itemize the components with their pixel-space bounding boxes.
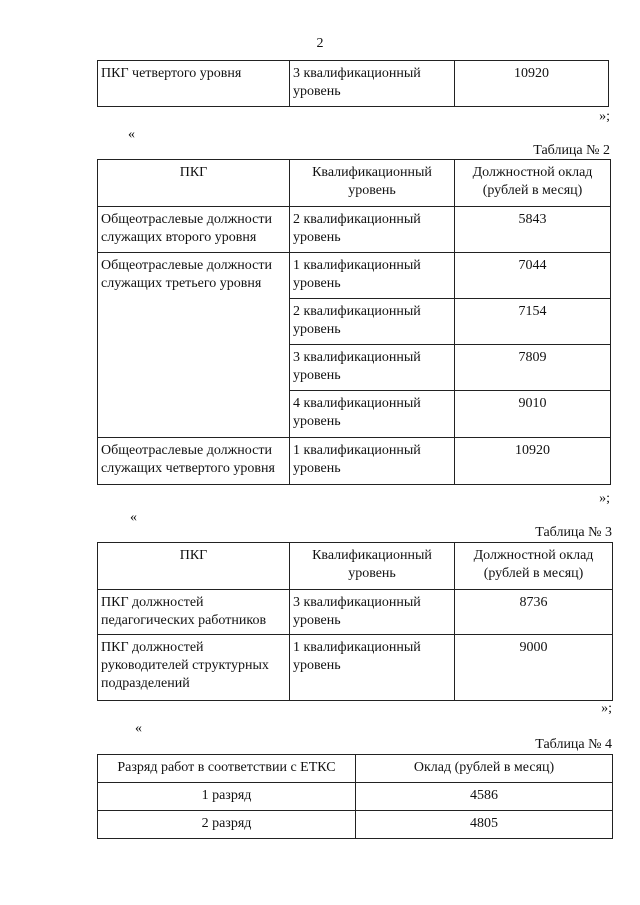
pkg-cell: Общеотраслевые должности служащих второго уровня (98, 207, 290, 253)
header-qualification-level: Квалификационный уровень (290, 543, 455, 590)
pkg-cell: Общеотраслевые должности служащих четвертого уровня (98, 438, 290, 485)
page-number: 2 (316, 36, 324, 51)
table-3 (97, 542, 613, 701)
header-salary: Оклад (рублей в месяц) (356, 755, 613, 783)
table-row (98, 61, 609, 107)
closing-quote-3: »; (601, 701, 612, 716)
pkg-cell: ПКГ должностей руководителей структурных подразделений (98, 635, 290, 701)
table-row (98, 253, 611, 299)
table-3-caption: Таблица № 3 (535, 525, 612, 540)
table-2 (97, 159, 611, 485)
qualification-level-cell: 1 квалификационный уровень (290, 635, 455, 701)
pkg-cell: ПКГ должностей педагогических работников (98, 590, 290, 635)
qualification-level-cell: 1 квалификационный уровень (290, 253, 455, 299)
salary-cell: 10920 (455, 61, 609, 107)
header-qualification-level: Квалификационный уровень (290, 160, 455, 207)
pkg-cell: Общеотраслевые должности служащих третьего уровня (98, 253, 290, 438)
table-header-row (98, 755, 613, 783)
header-salary: Должностной оклад (рублей в месяц) (455, 543, 613, 590)
closing-quote-2: »; (599, 491, 610, 506)
header-pkg: ПКГ (98, 160, 290, 207)
table-header-row (98, 543, 613, 590)
table-2-caption: Таблица № 2 (533, 143, 610, 158)
table-row (98, 783, 613, 811)
salary-cell: 7154 (455, 299, 611, 345)
table-1 (97, 60, 609, 107)
qualification-level-cell: 2 квалификационный уровень (290, 207, 455, 253)
header-pkg: ПКГ (98, 543, 290, 590)
grade-cell: 2 разряд (98, 811, 356, 839)
grade-cell: 1 разряд (98, 783, 356, 811)
qualification-level-cell: 3 квалификационный уровень (290, 345, 455, 391)
qualification-level-cell: 3 квалификационный уровень (290, 61, 455, 107)
header-salary: Должностной оклад (рублей в месяц) (455, 160, 611, 207)
header-grade: Разряд работ в соответствии с ЕТКС (98, 755, 356, 783)
table-row (98, 590, 613, 635)
qualification-level-cell: 2 квалификационный уровень (290, 299, 455, 345)
qualification-level-cell: 1 квалификационный уровень (290, 438, 455, 485)
salary-cell: 8736 (455, 590, 613, 635)
table-header-row (98, 160, 611, 207)
table-row (98, 207, 611, 253)
closing-quote-1: »; (599, 109, 610, 124)
table-row (98, 635, 613, 701)
open-quote-3: « (130, 510, 137, 525)
salary-cell: 10920 (455, 438, 611, 485)
salary-cell: 9000 (455, 635, 613, 701)
salary-cell: 7044 (455, 253, 611, 299)
qualification-level-cell: 3 квалификационный уровень (290, 590, 455, 635)
open-quote-4: « (135, 721, 142, 736)
salary-cell: 9010 (455, 391, 611, 438)
qualification-level-cell: 4 квалификационный уровень (290, 391, 455, 438)
table-row (98, 438, 611, 485)
table-4-caption: Таблица № 4 (535, 737, 612, 752)
salary-cell: 4586 (356, 783, 613, 811)
salary-cell: 5843 (455, 207, 611, 253)
salary-cell: 4805 (356, 811, 613, 839)
table-4 (97, 754, 613, 839)
table-row (98, 811, 613, 839)
open-quote-2: « (128, 127, 135, 142)
pkg-cell: ПКГ четвертого уровня (98, 61, 290, 107)
salary-cell: 7809 (455, 345, 611, 391)
